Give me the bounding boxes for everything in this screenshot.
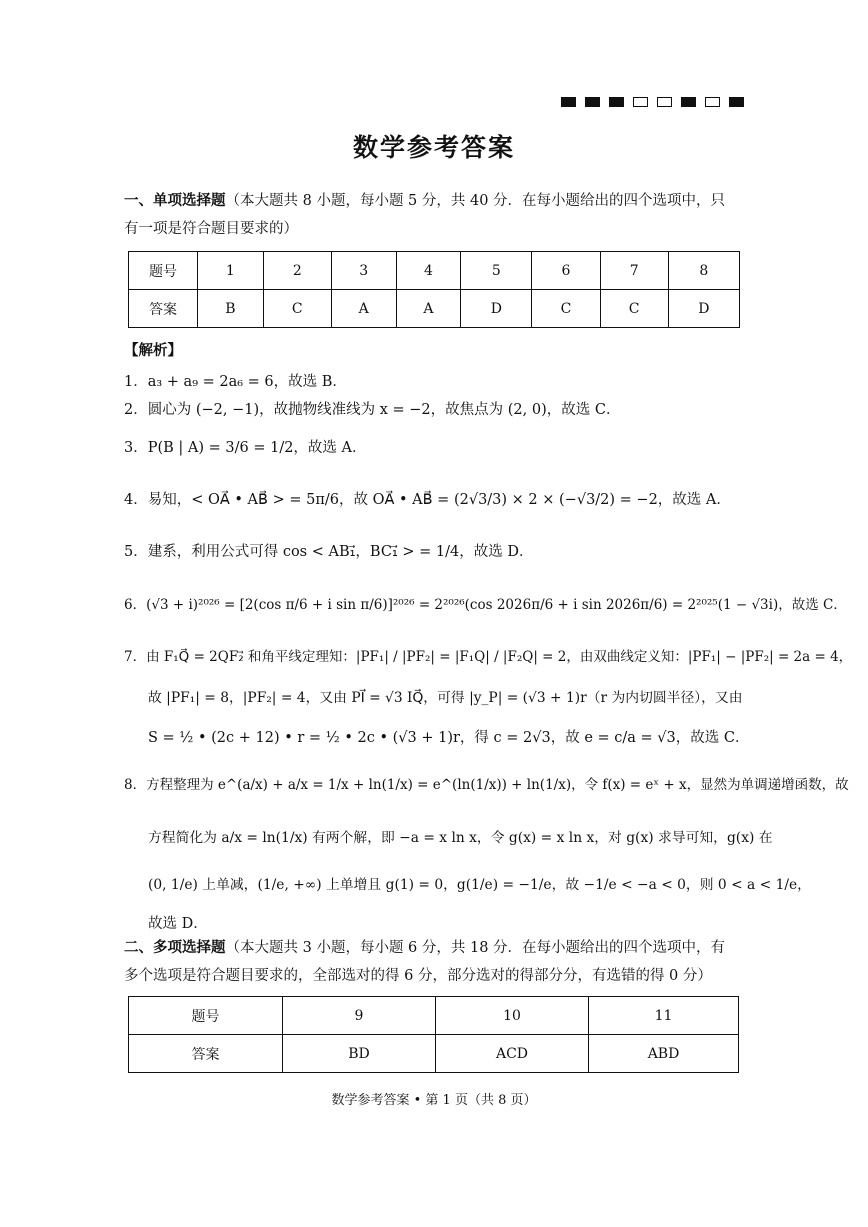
- answer-cell: A: [396, 290, 461, 328]
- page-title: 数学参考答案: [352, 133, 515, 162]
- row-label-question: 题号: [129, 252, 198, 290]
- filled-square-mark: [561, 97, 576, 107]
- solution-line: 故选 D．: [148, 916, 208, 932]
- header-marks: [561, 97, 744, 107]
- question-number: 5: [461, 252, 532, 290]
- solution-line: 故 |PF₁| = 8，|PF₂| = 4，又由 PI⃗ = √3 IQ⃗，可得 |y_P| = (√3 + 1)r（r 为内切圆半径），又由: [148, 690, 743, 706]
- answer-cell: ACD: [436, 1035, 589, 1073]
- solution-line: 6．(√3 + i)²⁰²⁶ = [2(cos π/6 + i sin π/6)]²⁰²⁶ = 2²⁰²⁶(cos 2026π/6 + i sin 2026π/6) = 2²⁰²⁵(1 − √3i)，故选 C．: [124, 597, 847, 613]
- solution-line: (0, 1/e) 上单减，(1/e, +∞) 上单增且 g(1) = 0，g(1/e) = −1/e，故 −1/e < −a < 0，则 0 < a < 1/e，: [148, 877, 811, 893]
- filled-square-mark: [681, 97, 696, 107]
- question-number: 3: [331, 252, 396, 290]
- section2-description-line2: 多个选项是符合题目要求的，全部选对的得 6 分，部分选对的得部分分，有选错的得 0 分）: [124, 968, 712, 984]
- question-number: 7: [600, 252, 668, 290]
- question-number: 11: [589, 997, 739, 1035]
- answer-cell: D: [668, 290, 739, 328]
- answer-cell: ABD: [589, 1035, 739, 1073]
- answer-cell: D: [461, 290, 532, 328]
- section2-description-line1: （本大题共 3 小题，每小题 6 分，共 18 分．在每小题给出的四个选项中，有: [225, 940, 726, 956]
- question-number: 8: [668, 252, 739, 290]
- solution-line: S = ½ • (2c + 12) • r = ½ • 2c • (√3 + 1)r，得 c = 2√3，故 e = c/a = √3，故选 C．: [148, 730, 750, 746]
- section1-heading: 一、单项选择题: [124, 193, 226, 209]
- hollow-square-mark: [705, 97, 720, 107]
- table-row-answers: [129, 290, 740, 328]
- question-number: 10: [436, 997, 589, 1035]
- hollow-square-mark: [657, 97, 672, 107]
- solution-line: 4．易知，< OA⃗ • AB⃗ > = 5π/6，故 OA⃗ • AB⃗ = (2√3/3) × 2 × (−√3/2) = −2，故选 A．: [124, 492, 731, 508]
- question-number: 1: [198, 252, 264, 290]
- question-number: 9: [283, 997, 436, 1035]
- section1-description-line2: 有一项是符合题目要求的）: [124, 221, 298, 237]
- answer-cell: C: [532, 290, 600, 328]
- solution-line: 8．方程整理为 e^(a/x) + a/x = 1/x + ln(1/x) = e^(ln(1/x)) + ln(1/x)，令 f(x) = eˣ + x，显然为单调递增函数，故: [124, 777, 849, 793]
- solution-line: 3．P(B | A) = 3/6 = 1/2，故选 A．: [124, 440, 367, 456]
- row-label-answer: 答案: [129, 1035, 283, 1073]
- answer-cell: C: [600, 290, 668, 328]
- table-row-questions: [129, 252, 740, 290]
- filled-square-mark: [729, 97, 744, 107]
- solution-line: 7．由 F₁Q⃗ = 2QF₂⃗ 和角平线定理知：|PF₁| / |PF₂| = |F₁Q| / |F₂Q| = 2，由双曲线定义知：|PF₁| − |PF₂| = 2a = 4，: [124, 649, 853, 665]
- page-footer: 数学参考答案 • 第 1 页（共 8 页）: [331, 1093, 537, 1108]
- section2-heading: 二、多项选择题: [124, 940, 226, 956]
- filled-square-mark: [609, 97, 624, 107]
- table-row-answers: [129, 1035, 739, 1073]
- answer-cell: C: [263, 290, 331, 328]
- answer-cell: A: [331, 290, 396, 328]
- solution-line: 2．圆心为 (−2, −1)，故抛物线准线为 x = −2，故焦点为 (2, 0)，故选 C．: [124, 402, 621, 418]
- section2-heading-block: [124, 934, 746, 990]
- analysis-heading: 【解析】: [124, 343, 182, 359]
- section2-answer-table: [128, 996, 739, 1073]
- section1-description-line1: （本大题共 8 小题，每小题 5 分，共 40 分．在每小题给出的四个选项中，只: [225, 193, 726, 209]
- section1-answer-table: [128, 251, 740, 328]
- solution-line: 5．建系，利用公式可得 cos < AB₁⃗，BC₁⃗ > = 1/4，故选 D．: [124, 544, 534, 560]
- hollow-square-mark: [633, 97, 648, 107]
- answer-cell: BD: [283, 1035, 436, 1073]
- solution-line: 方程简化为 a/x = ln(1/x) 有两个解，即 −a = x ln x，令 g(x) = x ln x，对 g(x) 求导可知，g(x) 在: [148, 830, 773, 846]
- row-label-question: 题号: [129, 997, 283, 1035]
- table-row-questions: [129, 997, 739, 1035]
- question-number: 2: [263, 252, 331, 290]
- solution-line: 1．a₃ + a₉ = 2a₆ = 6，故选 B．: [124, 374, 347, 390]
- question-number: 4: [396, 252, 461, 290]
- filled-square-mark: [585, 97, 600, 107]
- section1-heading-block: [124, 187, 746, 243]
- row-label-answer: 答案: [129, 290, 198, 328]
- question-number: 6: [532, 252, 600, 290]
- answer-cell: B: [198, 290, 264, 328]
